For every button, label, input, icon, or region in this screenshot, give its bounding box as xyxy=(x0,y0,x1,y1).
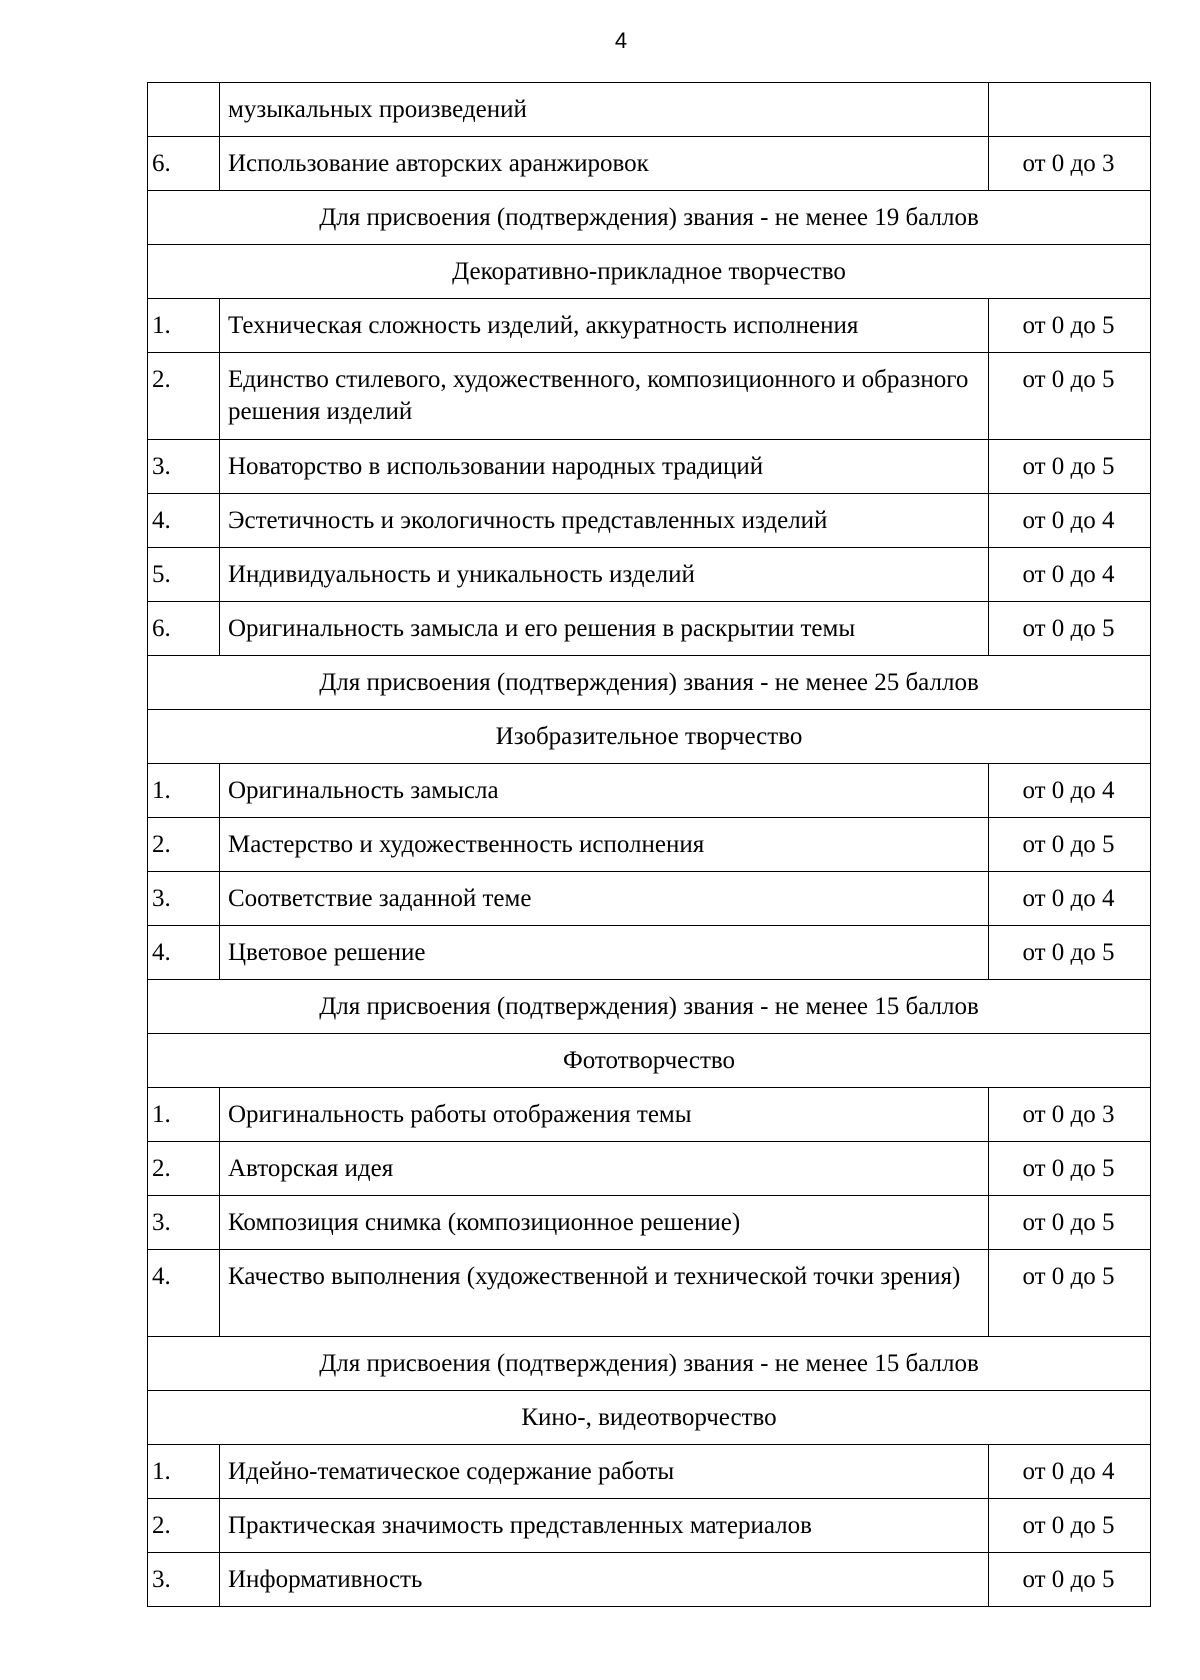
score-range: от 0 до 5 xyxy=(989,440,1151,494)
item-number: 3. xyxy=(148,1196,220,1250)
page-number: 4 xyxy=(614,28,628,53)
score-range: от 0 до 5 xyxy=(989,818,1151,872)
criterion-text: Практическая значимость представленных материалов xyxy=(220,1499,989,1553)
item-number: 4. xyxy=(148,926,220,980)
score-range: от 0 до 5 xyxy=(989,353,1151,440)
score-range: от 0 до 5 xyxy=(989,1196,1151,1250)
score-range: от 0 до 5 xyxy=(989,299,1151,353)
section-header-row xyxy=(148,1034,1151,1088)
score-range: от 0 до 5 xyxy=(989,926,1151,980)
table-row xyxy=(148,299,1151,353)
item-number: 2. xyxy=(148,818,220,872)
item-number: 2. xyxy=(148,353,220,440)
criteria-table xyxy=(147,82,1151,1607)
threshold-text: Для присвоения (подтверждения) звания - не менее 15 баллов xyxy=(148,1337,1151,1391)
threshold-row xyxy=(148,656,1151,710)
table-row xyxy=(148,1499,1151,1553)
item-number: 2. xyxy=(148,1499,220,1553)
item-number: 1. xyxy=(148,1445,220,1499)
criterion-text: Использование авторских аранжировок xyxy=(220,137,989,191)
table-row xyxy=(148,1088,1151,1142)
threshold-text: Для присвоения (подтверждения) звания - не менее 19 баллов xyxy=(148,191,1151,245)
criterion-text: Оригинальность замысла xyxy=(220,764,989,818)
item-number: 3. xyxy=(148,1553,220,1607)
table-row xyxy=(148,1196,1151,1250)
criterion-text: Авторская идея xyxy=(220,1142,989,1196)
item-number: 4. xyxy=(148,1250,220,1337)
table-row xyxy=(148,353,1151,440)
table-row xyxy=(148,137,1151,191)
item-number: 3. xyxy=(148,440,220,494)
section-header-row xyxy=(148,245,1151,299)
item-number: 6. xyxy=(148,137,220,191)
table-row xyxy=(148,440,1151,494)
section-header-row xyxy=(148,1391,1151,1445)
table-row xyxy=(148,1553,1151,1607)
threshold-text: Для присвоения (подтверждения) звания - не менее 25 баллов xyxy=(148,656,1151,710)
table-row xyxy=(148,872,1151,926)
criterion-text: Оригинальность работы отображения темы xyxy=(220,1088,989,1142)
threshold-row xyxy=(148,191,1151,245)
section-title-visual: Изобразительное творчество xyxy=(148,710,1151,764)
score-range: от 0 до 4 xyxy=(989,1445,1151,1499)
criterion-text: Индивидуальность и уникальность изделий xyxy=(220,548,989,602)
table-row xyxy=(148,818,1151,872)
item-number: 3. xyxy=(148,872,220,926)
table-row xyxy=(148,1142,1151,1196)
criterion-text: Мастерство и художественность исполнения xyxy=(220,818,989,872)
threshold-text: Для присвоения (подтверждения) звания - не менее 15 баллов xyxy=(148,980,1151,1034)
criterion-text: Качество выполнения (художественной и технической точки зрения) xyxy=(220,1250,989,1337)
item-number: 6. xyxy=(148,602,220,656)
criterion-text: Эстетичность и экологичность представленных изделий xyxy=(220,494,989,548)
section-title-decorative: Декоративно-прикладное творчество xyxy=(148,245,1151,299)
score-range: от 0 до 5 xyxy=(989,602,1151,656)
table-row xyxy=(148,494,1151,548)
section-title-photo: Фототворчество xyxy=(148,1034,1151,1088)
criterion-text: Идейно-тематическое содержание работы xyxy=(220,1445,989,1499)
section-title-video: Кино-, видеотворчество xyxy=(148,1391,1151,1445)
score-range: от 0 до 5 xyxy=(989,1499,1151,1553)
table-row xyxy=(148,548,1151,602)
item-number: 5. xyxy=(148,548,220,602)
threshold-row xyxy=(148,980,1151,1034)
criterion-text: Композиция снимка (композиционное решение) xyxy=(220,1196,989,1250)
item-number xyxy=(148,83,220,137)
table-row xyxy=(148,83,1151,137)
score-range: от 0 до 4 xyxy=(989,548,1151,602)
criterion-text: Техническая сложность изделий, аккуратность исполнения xyxy=(220,299,989,353)
table-row xyxy=(148,926,1151,980)
section-header-row xyxy=(148,710,1151,764)
item-number: 2. xyxy=(148,1142,220,1196)
item-number: 1. xyxy=(148,299,220,353)
criterion-text: Единство стилевого, художественного, композиционного и образного решения изделий xyxy=(220,353,989,440)
item-number: 1. xyxy=(148,1088,220,1142)
table-row xyxy=(148,602,1151,656)
score-range: от 0 до 5 xyxy=(989,1250,1151,1337)
table-row xyxy=(148,1445,1151,1499)
score-range: от 0 до 4 xyxy=(989,872,1151,926)
item-number: 1. xyxy=(148,764,220,818)
criterion-text: Соответствие заданной теме xyxy=(220,872,989,926)
score-range: от 0 до 5 xyxy=(989,1553,1151,1607)
criterion-text: Информативность xyxy=(220,1553,989,1607)
table-row xyxy=(148,764,1151,818)
score-range: от 0 до 3 xyxy=(989,1088,1151,1142)
threshold-row xyxy=(148,1337,1151,1391)
score-range: от 0 до 4 xyxy=(989,764,1151,818)
score-range xyxy=(989,83,1151,137)
table-row xyxy=(148,1250,1151,1337)
score-range: от 0 до 5 xyxy=(989,1142,1151,1196)
criterion-text: Новаторство в использовании народных традиций xyxy=(220,440,989,494)
score-range: от 0 до 3 xyxy=(989,137,1151,191)
score-range: от 0 до 4 xyxy=(989,494,1151,548)
item-number: 4. xyxy=(148,494,220,548)
criterion-text: Цветовое решение xyxy=(220,926,989,980)
criterion-text: Оригинальность замысла и его решения в раскрытии темы xyxy=(220,602,989,656)
criterion-text: музыкальных произведений xyxy=(220,83,989,137)
